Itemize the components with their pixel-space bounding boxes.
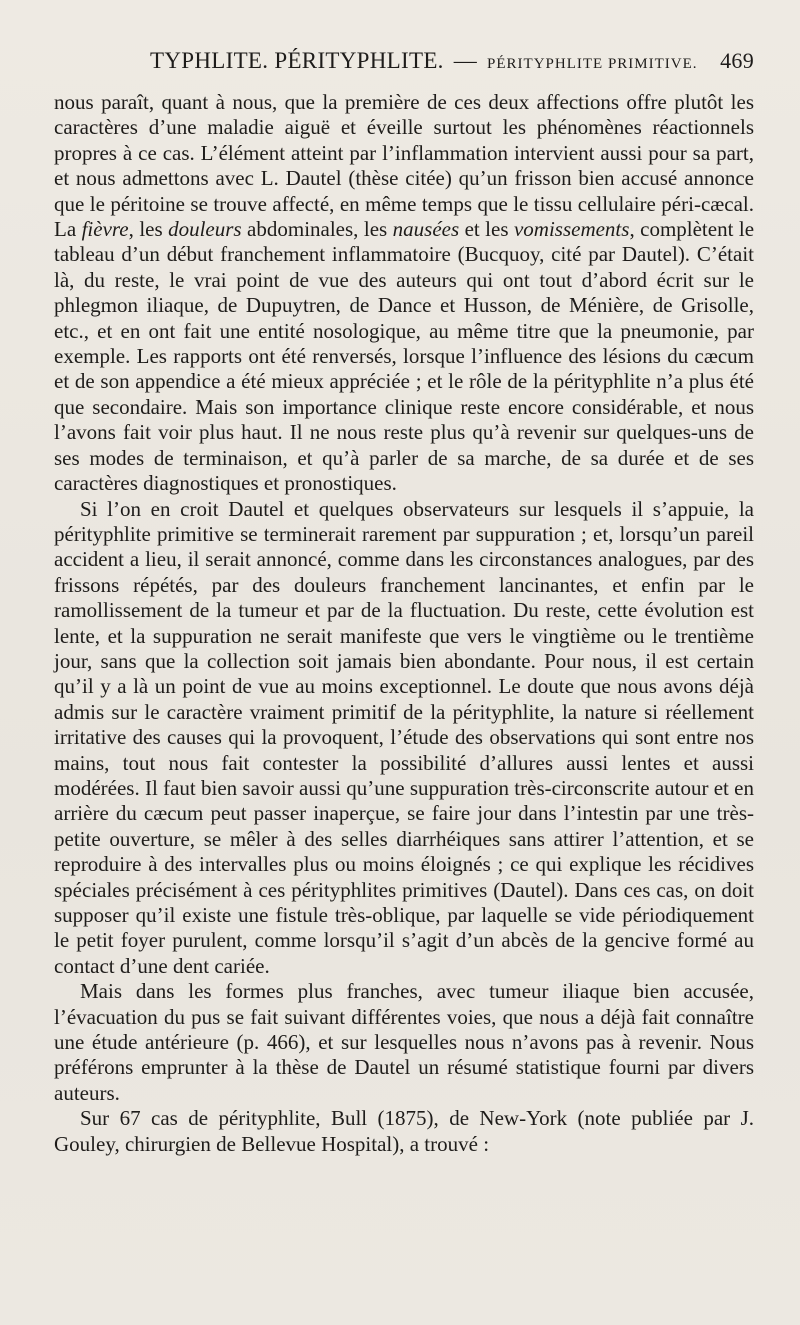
- italic-term: nausées: [392, 217, 460, 242]
- italic-term: vomissements: [513, 217, 630, 242]
- italic-term: fièvre: [81, 217, 129, 242]
- chapter-title: TYPHLITE. PÉRITYPHLITE.: [150, 48, 444, 73]
- paragraph: [54, 90, 754, 497]
- text-run: abdominales, les: [241, 217, 393, 242]
- paragraph: [54, 497, 754, 980]
- running-head: [54, 48, 754, 90]
- running-head-title: [150, 48, 704, 74]
- em-dash: —: [453, 48, 478, 73]
- text-run: nous paraît, quant à nous, que la première de ces deux affections offre plutôt les caractères d’une maladie aiguë et éveille surtout les phénomènes réactionnels propres à ce cas. L’élément atteint par l’inflammation intervient aussi pour sa part, et nous admettons avec L. Dautel (thèse citée) qu’un frisson bien accusé annonce que le péritoine se trouve affecté, en même temps que le tissu cellulaire péri-cæcal. La: [54, 90, 754, 242]
- body-text: [54, 90, 754, 1157]
- text-run: , complètent le tableau d’un début franchement inflammatoire (Bucquoy, cité par Dautel). C’était là, du reste, le vrai point de vue des auteurs qui ont tout d’abord écrit sur le phlegmon iliaque, de Dupuytren, de Dance et Husson, de Ménière, de Grisolle, etc., et en ont fait une entité nosologique, au même titre que la pneumonie, par exemple. Les rapports ont été renversés, lorsque l’influence des lésions du cæcum et de son appendice a été mieux appréciée ; et le rôle de la pérityphlite n’a plus été que secondaire. Mais son importance clinique reste encore considérable, et nous l’avons fait voir plus haut. Il ne nous reste plus qu’à revenir sur quelques-uns de ses modes de terminaison, et qu’à parler de sa marche, de sa durée et de ses caractères diagnostiques et pronostiques.: [54, 217, 755, 496]
- text-run: et les: [459, 217, 514, 242]
- paragraph: [54, 979, 754, 1106]
- paragraph: [54, 1106, 754, 1157]
- text-run: Sur 67 cas de pérityphlite, Bull (1875), de New-York (note publiée par J. Gouley, chirurgien de Bellevue Hospital), a trouvé :: [54, 1106, 754, 1156]
- text-run: Si l’on en croit Dautel et quelques observateurs sur lesquels il s’appuie, la pérityphlite primitive se terminerait rarement par suppuration ; et, lorsqu’un pareil accident a lieu, il serait annoncé, comme dans les circonstances analogues, par des frissons répétés, par des douleurs franchement lancinantes, et enfin par le ramollissement de la tumeur et par de la fluctuation. Du reste, cette évolution est lente, et la suppuration ne serait manifeste que vers le vingtième ou le trentième jour, sans que la collection soit jamais bien abondante. Pour nous, il est certain qu’il y a là un point de vue au moins exceptionnel. Le doute que nous avons déjà admis sur le caractère vraiment primitif de la pérityphlite, la nature si réellement irritative des causes qui la provoquent, l’étude des observations qui sont entre nos mains, tout nous fait contester la possibilité d’allures aussi lentes et aussi modérées. Il faut bien savoir aussi qu’une suppuration très-circonscrite autour et en arrière du cæcum peut passer inaperçue, se faire jour dans l’intestin par une très-petite ouverture, se mêler à des selles diarrhéiques sans attirer l’attention, et se reproduire à des intervalles plus ou moins éloignés ; ce qui explique les récidives spéciales précisément à ces pérityphlites primitives (Dautel). Dans ces cas, on doit supposer qu’il existe une fistule très-oblique, par laquelle se vide périodiquement le petit foyer purulent, comme lorsqu’il s’agit d’un abcès de la gencive formé au contact d’une dent cariée.: [54, 496, 754, 978]
- text-run: Mais dans les formes plus franches, avec tumeur iliaque bien accusée, l’évacuation du pus se fait suivant différentes voies, que nous a déjà fait connaître une étude antérieure (p. 466), et sur lesquelles nous n’avons pas à revenir. Nous préférons emprunter à la thèse de Dautel un résumé statistique fourni par divers auteurs.: [54, 979, 754, 1105]
- text-run: , les: [128, 217, 169, 242]
- page-number: 469: [720, 48, 754, 73]
- section-subtitle: PÉRITYPHLITE PRIMITIVE.: [487, 56, 698, 72]
- italic-term: douleurs: [168, 217, 242, 242]
